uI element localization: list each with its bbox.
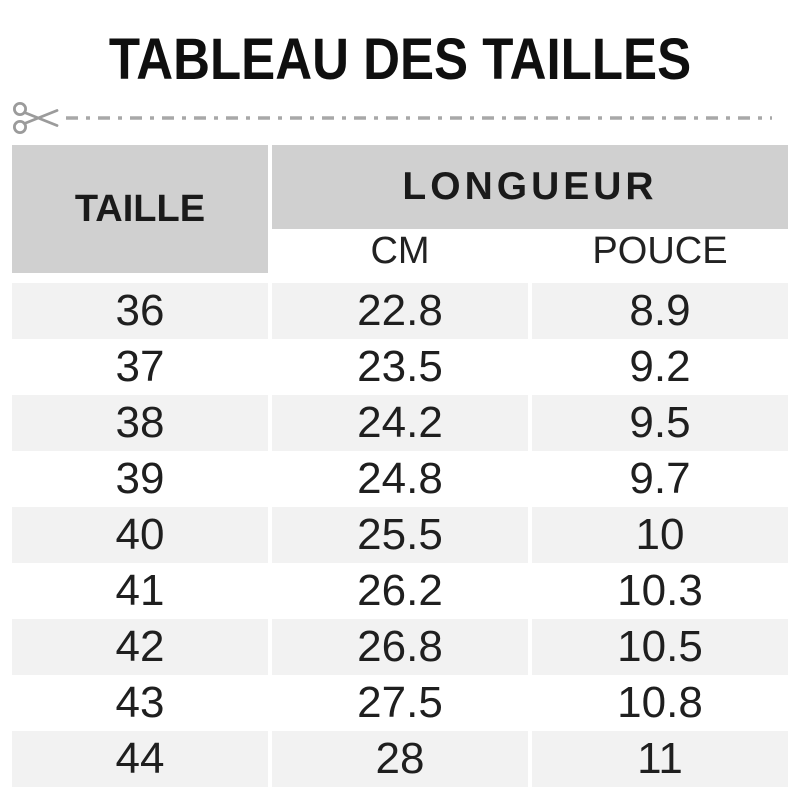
cell-size: 41 bbox=[12, 563, 268, 619]
header-cm: CM bbox=[272, 229, 528, 273]
cell-size: 44 bbox=[12, 731, 268, 787]
table-row bbox=[12, 619, 788, 675]
cell-cm: 22.8 bbox=[272, 283, 528, 339]
scissors-icon bbox=[14, 103, 57, 132]
table-row bbox=[12, 339, 788, 395]
cell-cm: 24.2 bbox=[272, 395, 528, 451]
header-taille: TAILLE bbox=[12, 145, 268, 273]
cell-cm: 23.5 bbox=[272, 339, 528, 395]
header-longueur: LONGUEUR bbox=[272, 145, 788, 229]
table-row bbox=[12, 731, 788, 787]
cell-size: 40 bbox=[12, 507, 268, 563]
cell-pouce: 10.8 bbox=[532, 675, 788, 731]
header-pouce: POUCE bbox=[532, 229, 788, 273]
cell-size: 43 bbox=[12, 675, 268, 731]
cell-cm: 27.5 bbox=[272, 675, 528, 731]
cell-cm: 24.8 bbox=[272, 451, 528, 507]
cell-pouce: 9.7 bbox=[532, 451, 788, 507]
table-row bbox=[12, 563, 788, 619]
cell-pouce: 10.5 bbox=[532, 619, 788, 675]
cell-pouce: 10 bbox=[532, 507, 788, 563]
cell-size: 39 bbox=[12, 451, 268, 507]
cell-pouce: 11 bbox=[532, 731, 788, 787]
cell-cm: 28 bbox=[272, 731, 528, 787]
cell-size: 38 bbox=[12, 395, 268, 451]
table-row bbox=[12, 395, 788, 451]
cell-pouce: 9.2 bbox=[532, 339, 788, 395]
cell-pouce: 8.9 bbox=[532, 283, 788, 339]
cell-pouce: 9.5 bbox=[532, 395, 788, 451]
cell-cm: 26.8 bbox=[272, 619, 528, 675]
table-row bbox=[12, 507, 788, 563]
table-row bbox=[12, 283, 788, 339]
table-header bbox=[12, 145, 788, 273]
cell-cm: 25.5 bbox=[272, 507, 528, 563]
cut-divider-graphic bbox=[12, 98, 788, 138]
cell-size: 37 bbox=[12, 339, 268, 395]
cut-divider bbox=[12, 98, 788, 138]
table-row bbox=[12, 675, 788, 731]
cell-pouce: 10.3 bbox=[532, 563, 788, 619]
page-title: TABLEAU DES TAILLES bbox=[108, 27, 692, 92]
cell-cm: 26.2 bbox=[272, 563, 528, 619]
size-table bbox=[12, 145, 788, 787]
cell-size: 42 bbox=[12, 619, 268, 675]
cell-size: 36 bbox=[12, 283, 268, 339]
table-row bbox=[12, 451, 788, 507]
